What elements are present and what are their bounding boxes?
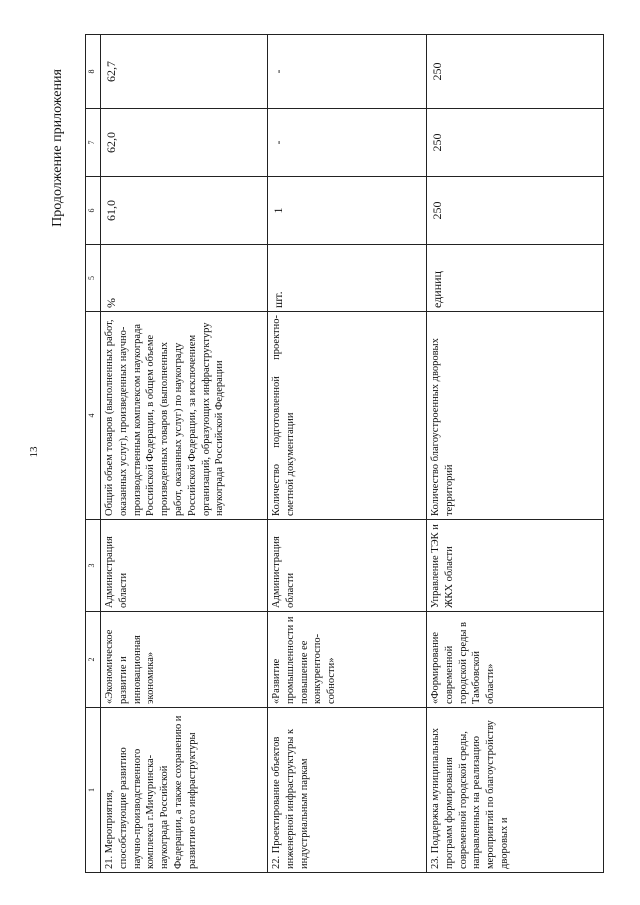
value-cell: 250 xyxy=(427,35,604,109)
header-row xyxy=(86,35,101,873)
header-cell: 4 xyxy=(86,312,101,520)
table-row xyxy=(427,35,604,873)
value-cell: 250 xyxy=(427,109,604,177)
table-row xyxy=(101,35,268,873)
unit-cell: % xyxy=(101,245,268,312)
header-cell: 5 xyxy=(86,245,101,312)
value-cell: - xyxy=(268,109,427,177)
executor-cell: Администрация области xyxy=(101,520,268,612)
measure-cell: 22. Проектирование объектов инженерной инфраструктуры к индустриальным паркам xyxy=(268,708,427,873)
program-cell: «Формирование современной городской среды в Тамбовской области» xyxy=(427,612,604,708)
table-row xyxy=(268,35,427,873)
header-cell: 1 xyxy=(86,708,101,873)
header-cell: 2 xyxy=(86,612,101,708)
rotated-table-container xyxy=(85,35,602,873)
executor-cell: Администрация области xyxy=(268,520,427,612)
continuation-title: Продолжение приложения xyxy=(50,69,65,227)
header-cell: 3 xyxy=(86,520,101,612)
header-cell: 7 xyxy=(86,109,101,177)
appendix-table xyxy=(85,34,604,873)
value-cell: - xyxy=(268,35,427,109)
value-cell: 250 xyxy=(427,177,604,245)
header-cell: 8 xyxy=(86,35,101,109)
unit-cell: единиц xyxy=(427,245,604,312)
indicator-cell: Общий объем товаров (выполненных работ, оказанных услуг), произведенных научно-производственным комплексом наукограда Российской Федерации, в общем объеме произведенных товаров (выполненных работ, оказанных услуг) по наукограду Российской Федерации, за исключением организаций, образующих инфраструктуру наукограда Российской Федерации xyxy=(101,312,268,520)
indicator-cell: Количество благоустроенных дворовых территорий xyxy=(427,312,604,520)
measure-cell: 23. Поддержка муниципальных программ формирования современной городской среды, направленных на реализацию мероприятий по благоустройству дворовых и xyxy=(427,708,604,873)
value-cell: 62,0 xyxy=(101,109,268,177)
page-number: 13 xyxy=(28,446,40,458)
value-cell: 62,7 xyxy=(101,35,268,109)
value-cell: 61,0 xyxy=(101,177,268,245)
measure-cell: 21. Мероприятия, способствующие развитию научно-производственного комплекса г.Мичуринска-наукограда Российской Федерации, а также сохранению и развитию его инфраструктуры xyxy=(101,708,268,873)
value-cell: 1 xyxy=(268,177,427,245)
program-cell: «Развитие промышленности и повышение ее конкурентоспо-собности» xyxy=(268,612,427,708)
header-cell: 6 xyxy=(86,177,101,245)
executor-cell: Управление ТЭК и ЖКХ области xyxy=(427,520,604,612)
unit-cell: шт. xyxy=(268,245,427,312)
indicator-cell: Количество подготовленной проектно-сметной документации xyxy=(268,312,427,520)
program-cell: «Экономическое развитие и инновационная экономика» xyxy=(101,612,268,708)
